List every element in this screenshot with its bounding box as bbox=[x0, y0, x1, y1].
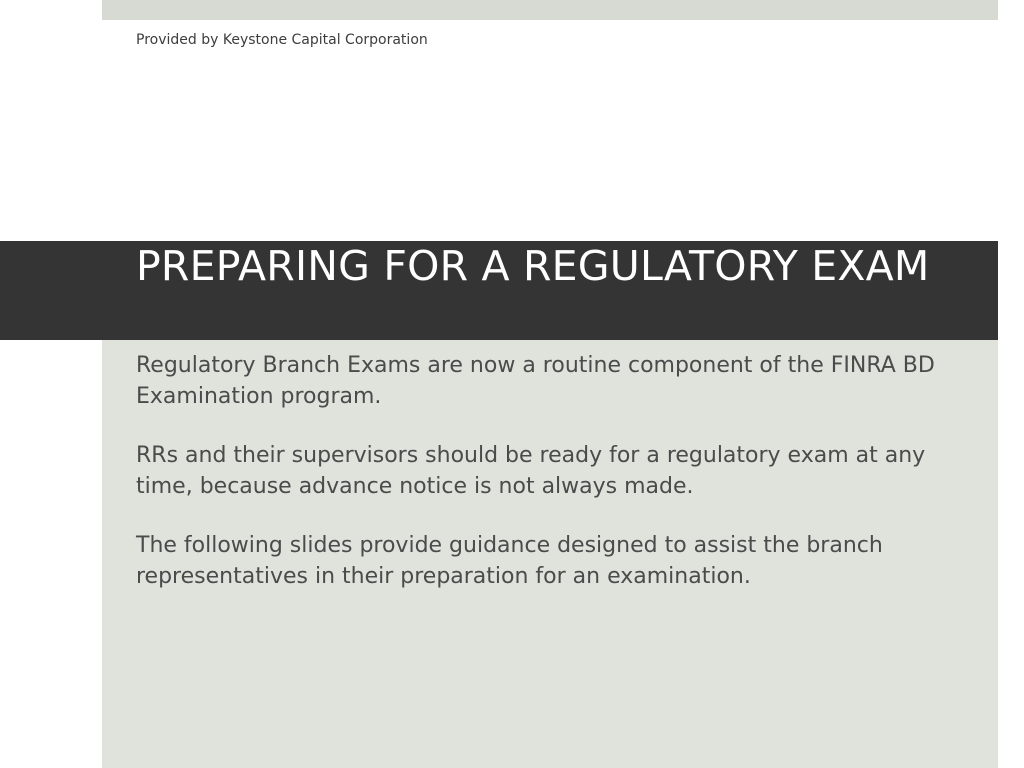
slide-content bbox=[136, 350, 976, 620]
slide-title: PREPARING FOR A REGULATORY EXAM bbox=[136, 242, 930, 290]
body-paragraph-1: Regulatory Branch Exams are now a routine component of the FINRA BD Examination program. bbox=[136, 353, 935, 409]
top-accent-bar bbox=[102, 0, 998, 20]
body-paragraph-3: The following slides provide guidance designed to assist the branch representatives in their preparation for an examination. bbox=[136, 533, 883, 589]
body-paragraph-2: RRs and their supervisors should be ready for a regulatory exam at any time, because advance notice is not always made. bbox=[136, 443, 926, 499]
provider-credit: Provided by Keystone Capital Corporation bbox=[136, 32, 428, 48]
